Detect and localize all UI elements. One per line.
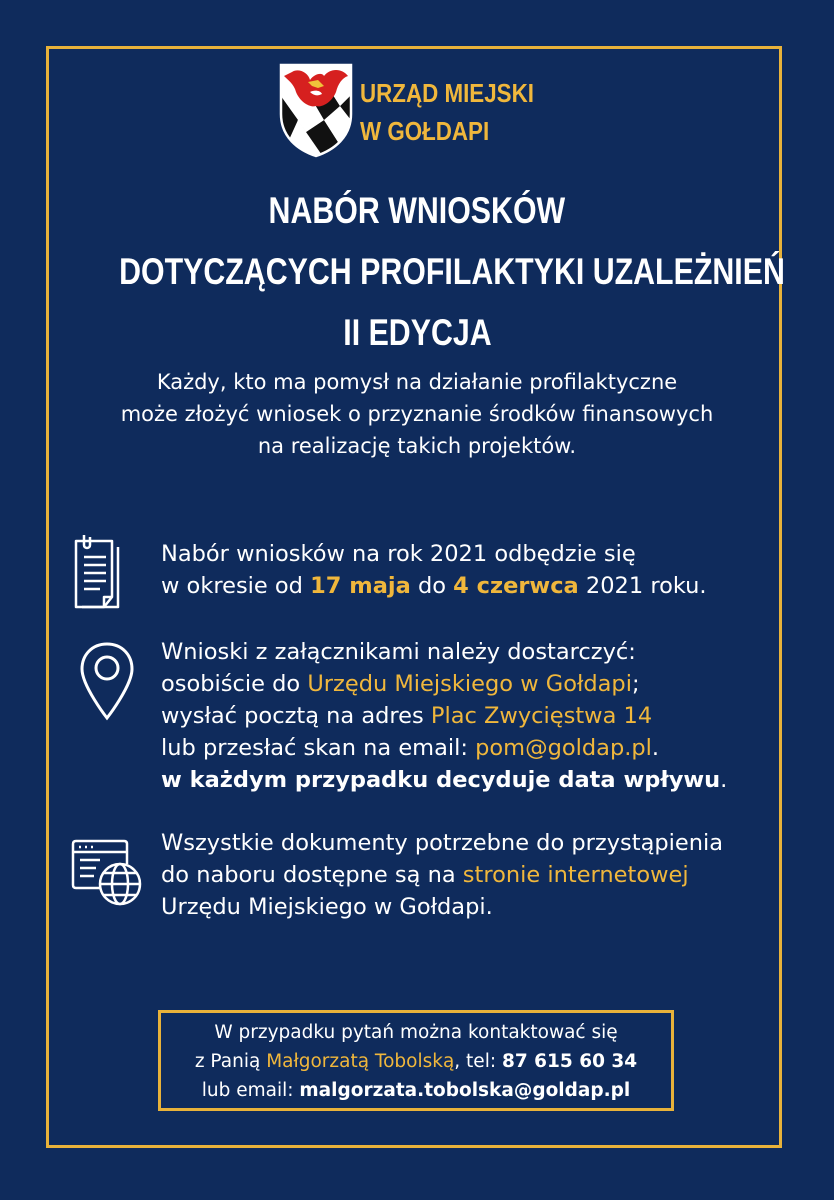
delivery-line-2-prefix: osobiście do: [161, 671, 308, 697]
dates-line-1: Nabór wniosków na rok 2021 odbędzie się: [161, 541, 636, 567]
documents-line-1: Wszystkie dokumenty potrzebne do przystąpienia: [161, 830, 724, 856]
section-dates: [161, 538, 707, 602]
delivery-line-4-suffix: .: [651, 735, 660, 761]
delivery-line-1: Wnioski z załącznikami należy dostarczyć:: [161, 639, 636, 665]
location-pin-icon: [78, 640, 136, 722]
document-icon: [70, 531, 130, 611]
section-delivery: [161, 636, 727, 796]
dates-mid: do: [410, 573, 454, 599]
submission-email: pom@goldap.pl: [475, 735, 652, 761]
logo-line-1: URZĄD MIEJSKI: [360, 78, 534, 108]
delivery-line-2-suffix: ;: [631, 671, 640, 697]
intro-line-1: Każdy, kto ma pomysł na działanie profilaktyczne: [156, 370, 678, 394]
contact-person: Małgorzatą Tobolską: [266, 1051, 455, 1072]
contact-email: malgorzata.tobolska@goldap.pl: [299, 1080, 631, 1101]
contact-line-2: [161, 1047, 671, 1076]
delivery-line-5: [161, 764, 727, 796]
delivery-line-2: [161, 668, 727, 700]
contact-line-2-mid: , tel:: [454, 1051, 502, 1072]
logo: [278, 62, 562, 158]
contact-line-2-prefix: z Panią: [194, 1051, 267, 1072]
intro-line-3: na realizację takich projektów.: [257, 434, 577, 458]
section-documents: [161, 827, 723, 923]
receipt-date-note: w każdym przypadku decyduje data wpływu: [161, 767, 721, 793]
page-title: [46, 180, 788, 363]
dates-suffix: 2021 roku.: [578, 573, 707, 599]
delivery-line-3-prefix: wysłać pocztą na adres: [161, 703, 431, 729]
web-browser-globe-icon: [70, 838, 144, 908]
title-line-2: DOTYCZĄCYCH PROFILAKTYKI UZALEŻNIEŃ: [119, 251, 785, 292]
intro-line-2: może złożyć wniosek o przyznanie środków finansowych: [120, 402, 714, 426]
contact-box: [158, 1010, 674, 1111]
coat-of-arms-icon: [278, 62, 354, 158]
title-line-1: NABÓR WNIOSKÓW: [268, 190, 566, 231]
documents-line-3: Urzędu Miejskiego w Gołdapi.: [161, 894, 493, 920]
date-end: 4 czerwca: [453, 573, 579, 599]
documents-line-2-prefix: do naboru dostępne są na: [161, 862, 463, 888]
delivery-line-3: [161, 700, 727, 732]
dates-line-2: [161, 570, 707, 602]
website-link[interactable]: stronie internetowej: [462, 862, 689, 888]
title-line-3: II EDYCJA: [342, 312, 492, 353]
logo-line-2: W GOŁDAPI: [360, 116, 490, 146]
contact-line-3-prefix: lub email:: [201, 1080, 300, 1101]
intro-text: [46, 366, 788, 462]
dates-prefix: w okresie od: [161, 573, 311, 599]
delivery-line-5-suffix: .: [720, 767, 728, 793]
contact-line-1: W przypadku pytań można kontaktować się: [214, 1022, 618, 1043]
delivery-line-4-prefix: lub przesłać skan na email:: [161, 735, 476, 761]
delivery-line-4: [161, 732, 727, 764]
postal-address: Plac Zwycięstwa 14: [430, 703, 653, 729]
date-start: 17 maja: [310, 573, 411, 599]
contact-line-3: [161, 1076, 671, 1105]
contact-phone: 87 615 60 34: [501, 1051, 638, 1072]
office-name: Urzędu Miejskiego w Gołdapi: [307, 671, 632, 697]
documents-line-2: [161, 859, 723, 891]
